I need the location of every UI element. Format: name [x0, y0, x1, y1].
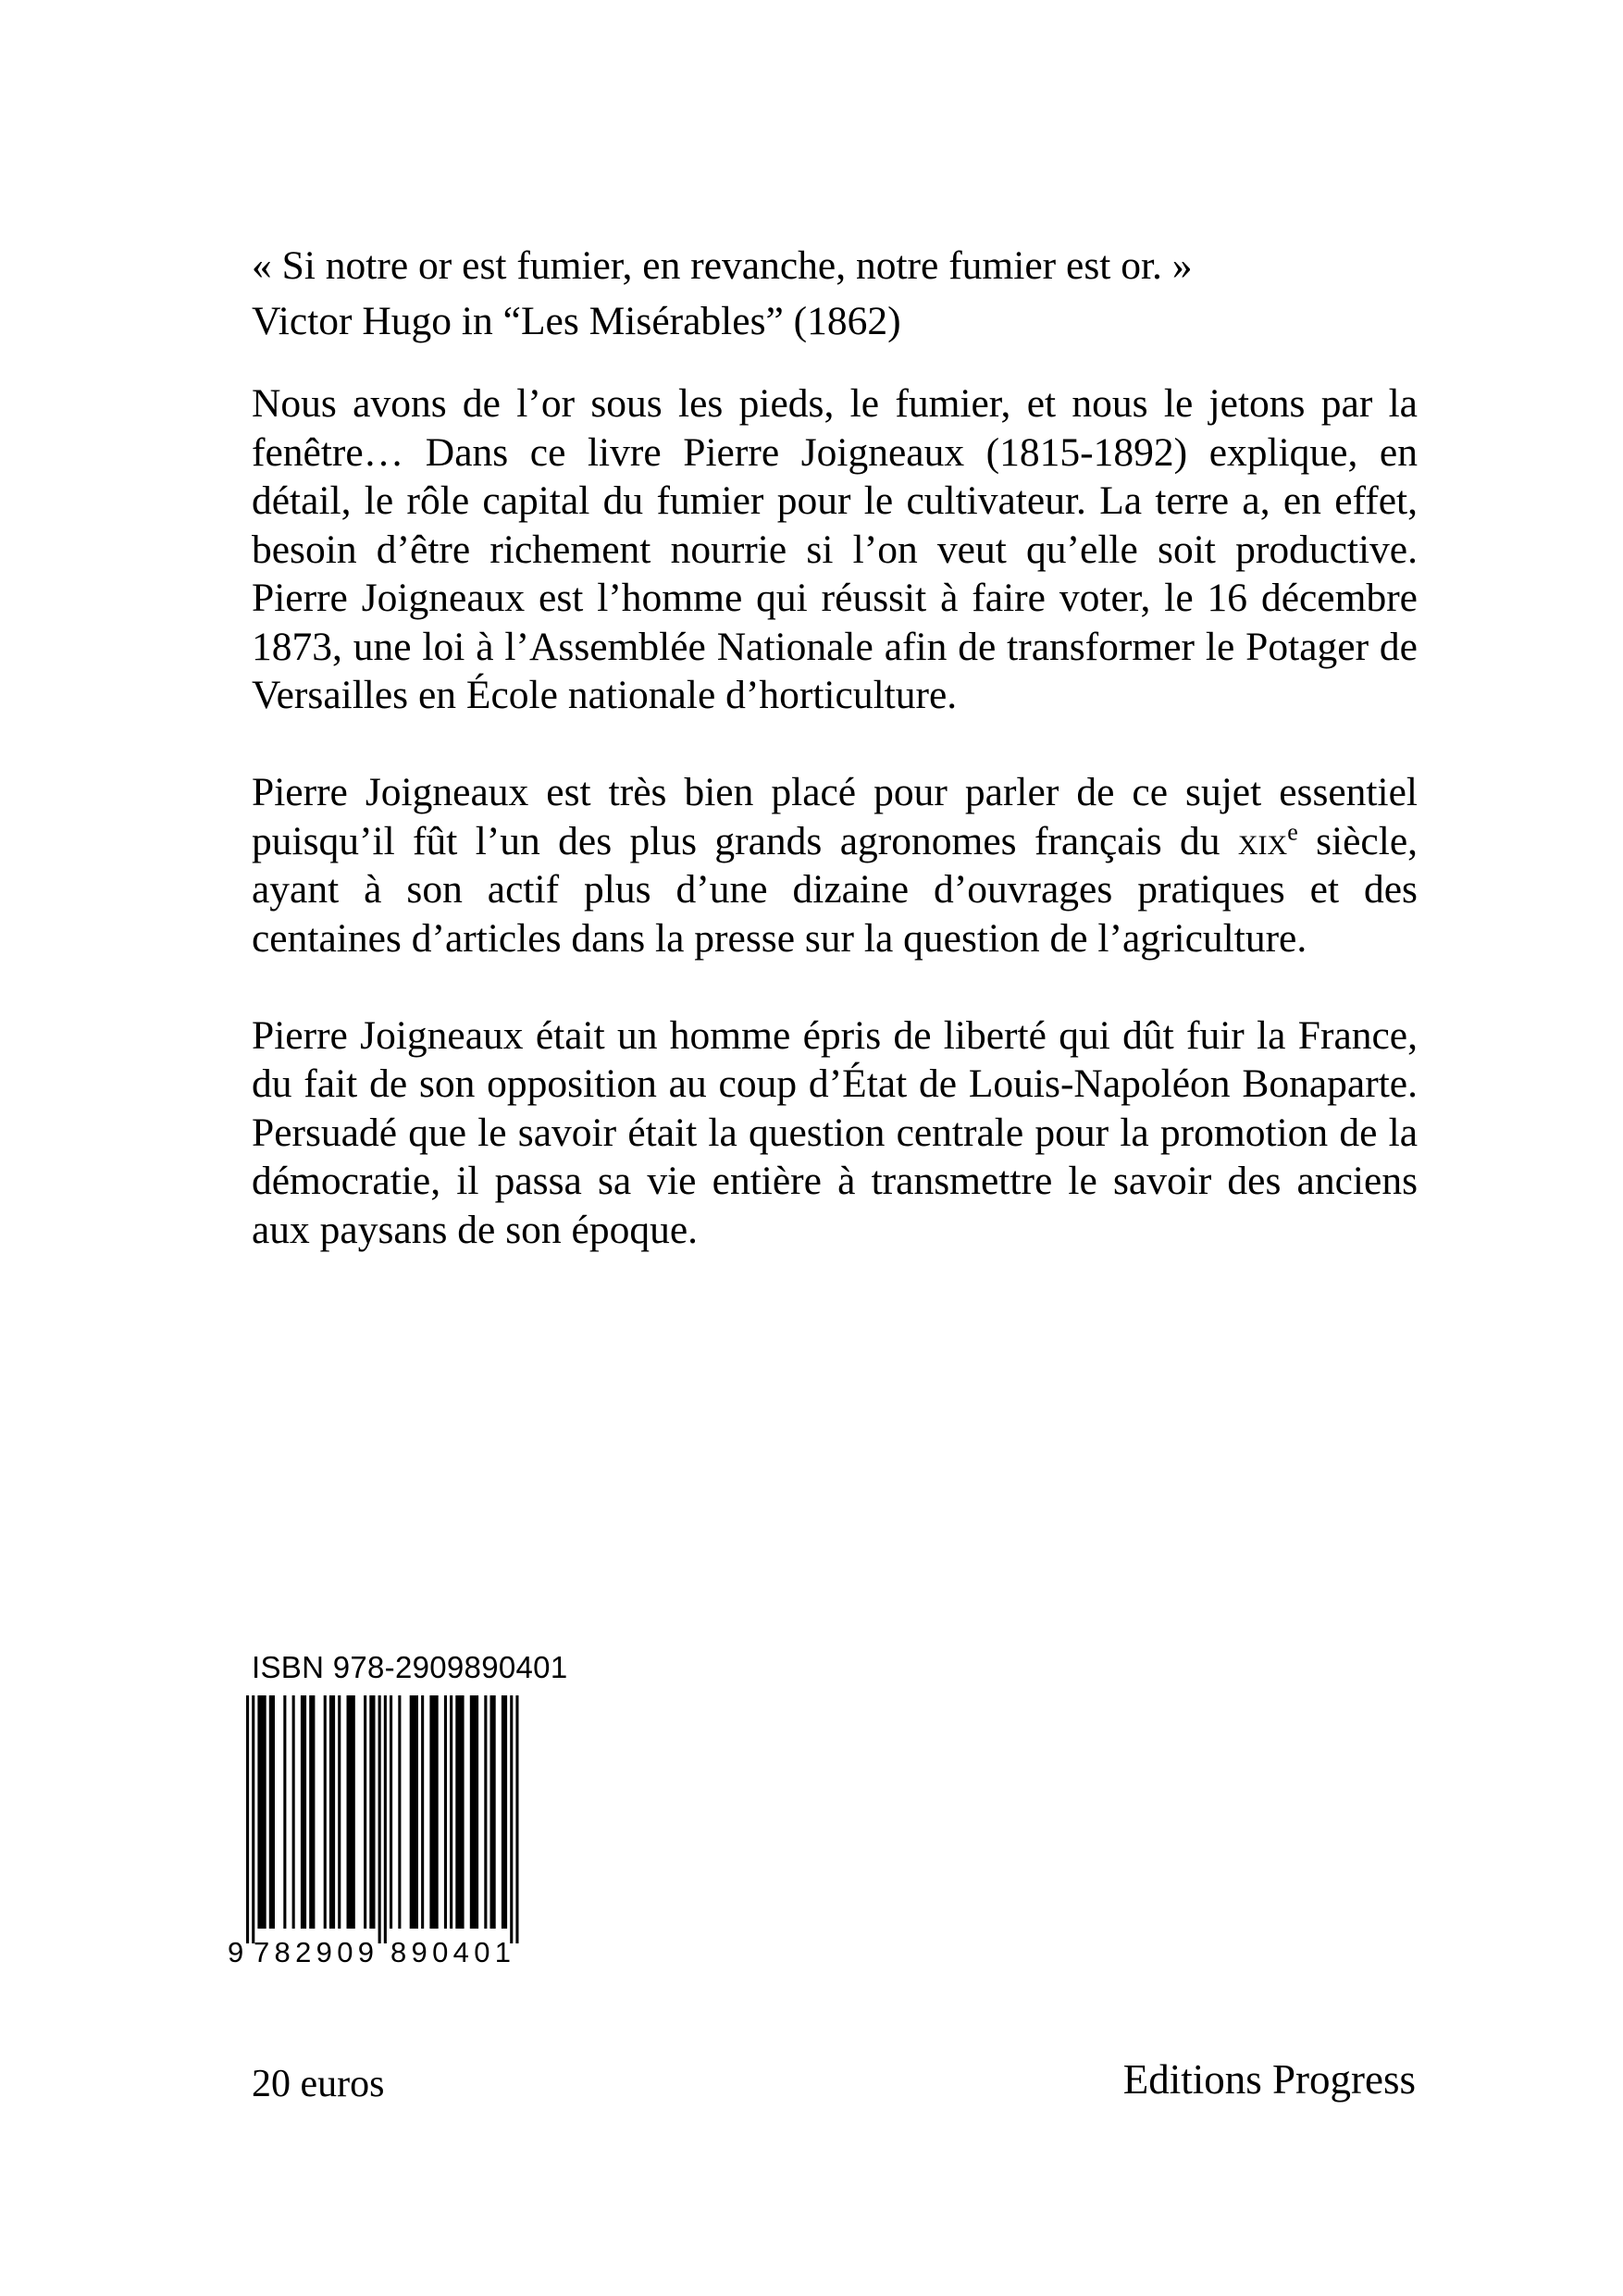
barcode-bar: [347, 1695, 355, 1929]
isbn-barcode: [222, 1692, 555, 1969]
barcode-bar: [421, 1695, 424, 1929]
isbn-label: ISBN 978-2909890401: [252, 1650, 568, 1684]
blurb-paragraph-2-end: siècle, ayant à son actif plus d’une dizaine d’ouvrages pratiques et des centaines d’articles dans la presse sur la question de l’agriculture.: [252, 818, 1418, 961]
barcode-bar: [502, 1695, 507, 1929]
barcode-bar: [324, 1695, 327, 1929]
epigraph-attribution: Victor Hugo in “Les Misérables” (1862): [252, 299, 901, 343]
barcode-bar: [329, 1695, 335, 1929]
century-superscript: e: [1287, 818, 1298, 845]
barcode-bar: [378, 1695, 381, 1943]
barcode-bar: [444, 1695, 447, 1929]
blurb-paragraph-2-start: Pierre Joigneaux est très bien placé pour parler de ce sujet essentiel puisqu’il fût l’un des plus grands agronomes français du: [252, 770, 1418, 863]
barcode-bar: [450, 1695, 452, 1929]
barcode-bar: [398, 1695, 401, 1929]
barcode-bar: [301, 1695, 306, 1929]
barcode-digits-right: 890401: [390, 1936, 511, 1968]
barcode-bar: [246, 1695, 249, 1943]
barcode-bar: [510, 1695, 513, 1943]
publisher-name: Editions Progress: [1122, 2056, 1416, 2103]
barcode-bar: [338, 1695, 341, 1929]
barcode-bar: [309, 1695, 315, 1929]
barcode-bar: [455, 1695, 464, 1929]
barcode-bar: [384, 1695, 387, 1943]
blurb-paragraph-3: Pierre Joigneaux était un homme épris de liberté qui dût fuir la France, du fait de son opposition au coup d’État de Louis-Napoléon Bonaparte. Persuadé que le savoir était la question centrale pour la promotion de la démocratie, il passa sa vie entière à transmettre le savoir des anciens aux paysans de son époque.: [252, 1012, 1418, 1252]
barcode-bar: [410, 1695, 418, 1929]
barcode-bar: [257, 1695, 266, 1929]
epigraph-quote: « Si notre or est fumier, en revanche, notre fumier est or. »: [252, 243, 1193, 288]
blurb-paragraph-1: Nous avons de l’or sous les pieds, le fumier, et nous le jetons par la fenêtre… Dans ce livre Pierre Joigneaux (1815-1892) explique, en détail, le rôle capital du fumier pour le cultivateur. La terre a, en effet, besoin d’être richement nourrie si l’on veut qu’elle soit productive. Pierre Joigneaux est l’homme qui réussit à faire voter, le 16 décembre 1873, une loi à l’Assemblée Nationale afin de transformer le Potager de Versailles en École nationale d’horticulture.: [252, 381, 1418, 717]
blurb: [252, 379, 1418, 1303]
barcode-bar: [364, 1695, 366, 1929]
barcode-bar: [369, 1695, 375, 1929]
barcode-bar: [429, 1695, 438, 1929]
barcode-bar: [252, 1695, 254, 1943]
barcode-bar: [490, 1695, 496, 1929]
barcode-bar: [390, 1695, 392, 1929]
epigraph: [252, 238, 1418, 349]
century-numeral: xix: [1237, 818, 1288, 863]
barcode-bar: [484, 1695, 487, 1929]
barcode-bar: [470, 1695, 478, 1929]
barcode-bar: [292, 1695, 295, 1929]
price: 20 euros: [252, 2063, 385, 2105]
barcode-digit-first: 9: [228, 1936, 244, 1968]
blurb-paragraph-2: [252, 768, 1418, 962]
barcode-bar: [515, 1695, 518, 1943]
barcode-digits-left: 782909: [254, 1936, 374, 1968]
barcode-bar: [283, 1695, 286, 1929]
barcode-bar: [269, 1695, 275, 1929]
